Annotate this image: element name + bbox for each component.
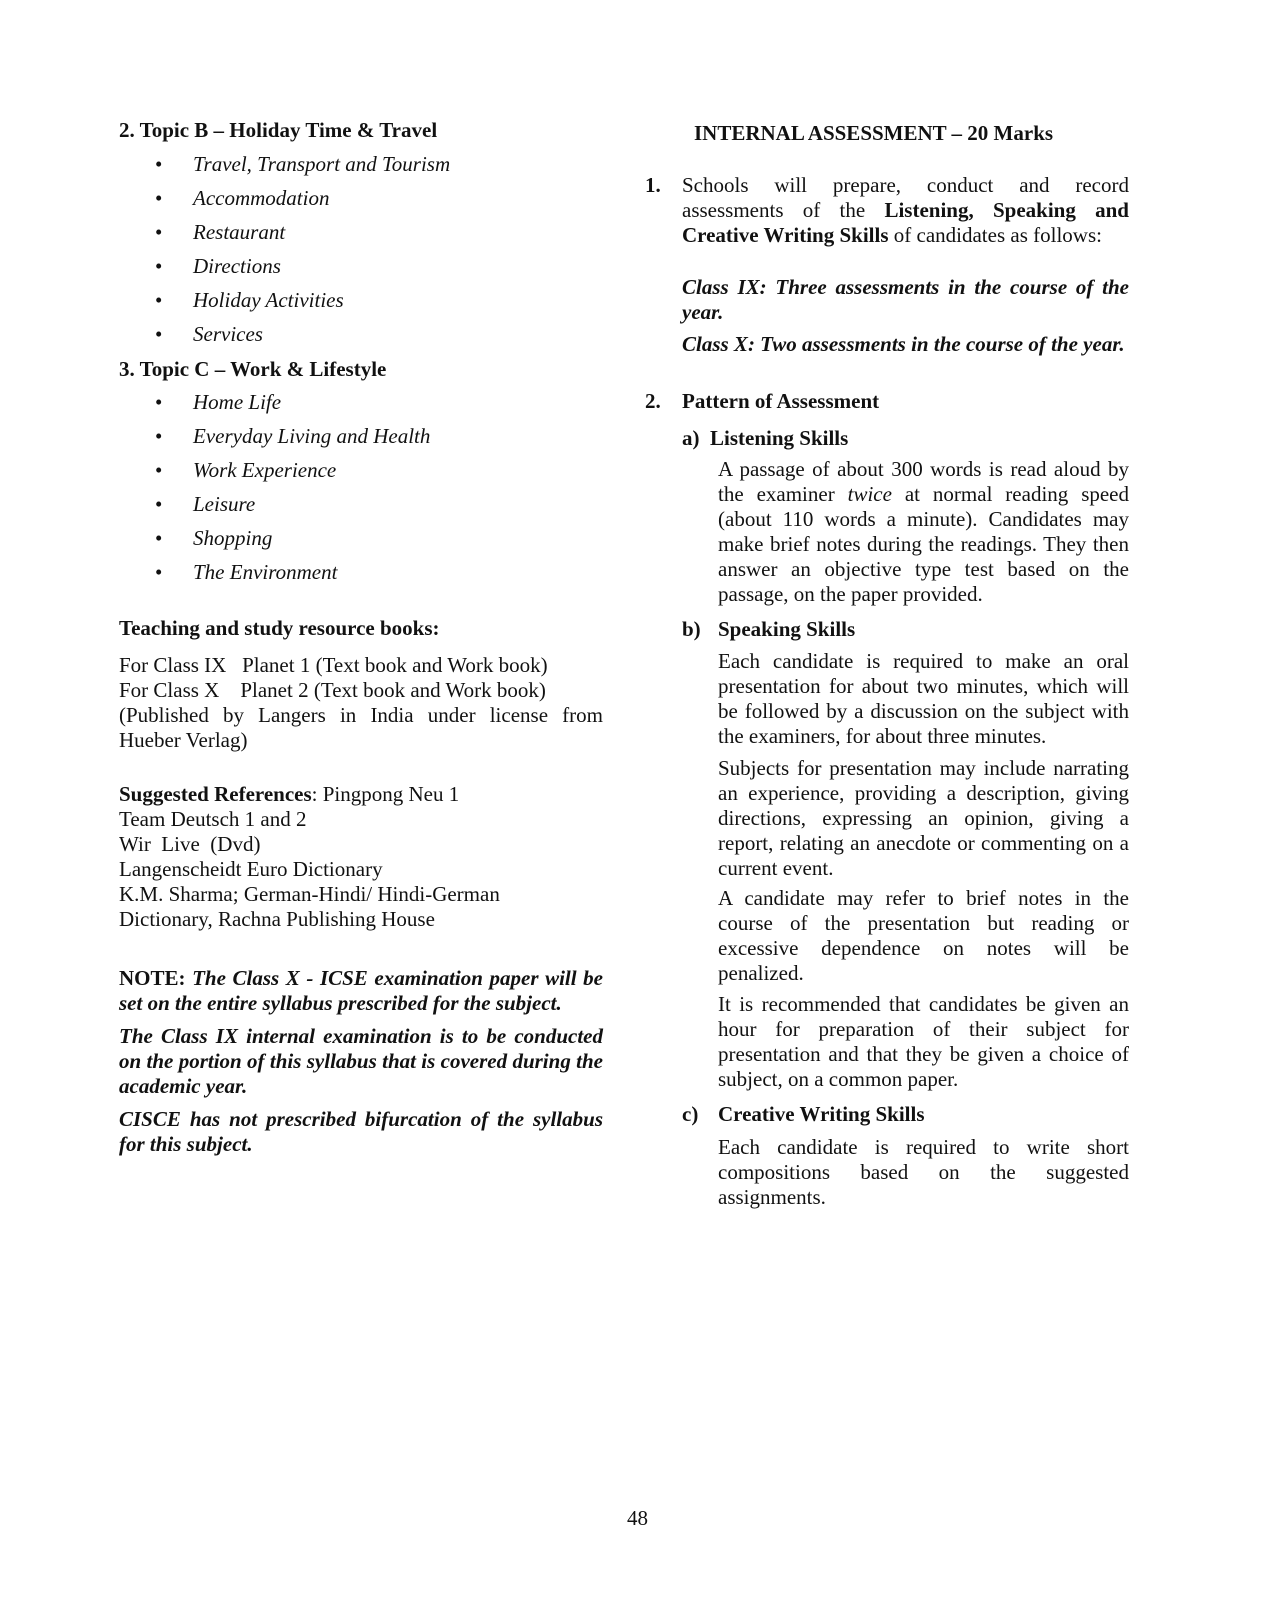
topic-c-list — [119, 385, 615, 589]
list-item: • Home Life — [155, 390, 282, 414]
class-ix-assessments: Class IX: Three assessments in the course of the year. — [682, 275, 1129, 324]
books-line: For Class X Planet 2 (Text book and Work book) — [119, 678, 546, 702]
list-item: • The Environment — [155, 560, 338, 584]
class-x-assessments: Class X: Two assessments in the course of the year. — [682, 332, 1125, 356]
creative-heading: Creative Writing Skills — [718, 1102, 925, 1126]
list-item: • Holiday Activities — [155, 288, 344, 312]
note-text: CISCE has not prescribed bifurcation of the syllabus for this subject. — [119, 1107, 603, 1156]
speaking-letter: b) — [682, 617, 701, 641]
list-item: • Travel, Transport and Tourism — [155, 152, 451, 176]
reference-line: Langenscheidt Euro Dictionary — [119, 857, 383, 881]
speaking-text: It is recommended that candidates be given an hour for preparation of their subject for presentation and that they be given a choice of subject, on a common paper. — [718, 992, 1129, 1091]
internal-assessment-heading: INTERNAL ASSESSMENT – 20 Marks — [694, 121, 1054, 145]
reference-line: K.M. Sharma; German-Hindi/ Hindi-German — [119, 882, 500, 906]
list-item: • Accommodation — [155, 186, 330, 210]
creative-text: Each candidate is required to write short compositions based on the suggested assignments. — [718, 1135, 1129, 1209]
topic-b-list — [119, 147, 615, 351]
note-block — [119, 966, 603, 1157]
speaking-text: Each candidate is required to make an oral presentation for about two minutes, which will be followed by a discussion on the subject with the examiners, for about three minutes. — [718, 649, 1129, 748]
speaking-heading: Speaking Skills — [718, 617, 856, 641]
item-number: 1. — [645, 173, 661, 197]
list-item: • Services — [155, 322, 263, 346]
note-text: The Class X - ICSE examination paper will be set on the entire syllabus prescribed for the subject. — [119, 966, 603, 1015]
speaking-text: A candidate may refer to brief notes in the course of the presentation but reading or excessive dependence on notes will be penalized. — [718, 886, 1129, 985]
books-heading: Teaching and study resource books: — [119, 616, 440, 640]
list-item: • Restaurant — [155, 220, 286, 244]
topic-c-heading: 3. Topic C – Work & Lifestyle — [119, 357, 387, 381]
topic-b-heading: 2. Topic B – Holiday Time & Travel — [119, 118, 438, 142]
list-item: • Everyday Living and Health — [155, 424, 431, 448]
page-number: 48 — [627, 1506, 648, 1530]
references-first: : Pingpong Neu 1 — [311, 782, 460, 806]
listening-heading: a) Listening Skills — [682, 426, 849, 450]
note-label: NOTE: — [119, 966, 186, 990]
list-item: • Shopping — [155, 526, 273, 550]
reference-line: Wir Live (Dvd) — [119, 832, 261, 856]
books-line: For Class IX Planet 1 (Text book and Work book) — [119, 653, 548, 677]
books-list — [119, 653, 603, 753]
listening-text: A passage of about 300 words is read aloud by the examiner twice at normal reading speed (about 110 words a minute). Candidates may make brief notes during the readings. They then answer an objective type test based on the passage, on the paper provided. — [718, 457, 1130, 606]
pattern-heading: Pattern of Assessment — [682, 389, 880, 413]
list-item: • Leisure — [155, 492, 256, 516]
list-item: • Work Experience — [155, 458, 337, 482]
references-label: Suggested References — [119, 782, 312, 806]
speaking-text: Subjects for presentation may include narrating an experience, providing a description, giving directions, expressing an opinion, giving a report, relating an anecdote or commenting on a current event. — [718, 756, 1129, 880]
books-publisher: (Published by Langers in India under license from Hueber Verlag) — [119, 703, 603, 752]
list-item: • Directions — [155, 254, 281, 278]
creative-letter: c) — [682, 1102, 699, 1126]
assessment-intro: Schools will prepare, conduct and record assessments of the Listening, Speaking and Creative Writing Skills of candidates as follows: — [682, 173, 1129, 247]
reference-line: Team Deutsch 1 and 2 — [119, 807, 307, 831]
item-number: 2. — [645, 389, 661, 413]
note-text: The Class IX internal examination is to be conducted on the portion of this syllabus that is covered during the academic year. — [119, 1024, 603, 1098]
suggested-references — [119, 782, 615, 932]
reference-line: Dictionary, Rachna Publishing House — [119, 907, 435, 931]
